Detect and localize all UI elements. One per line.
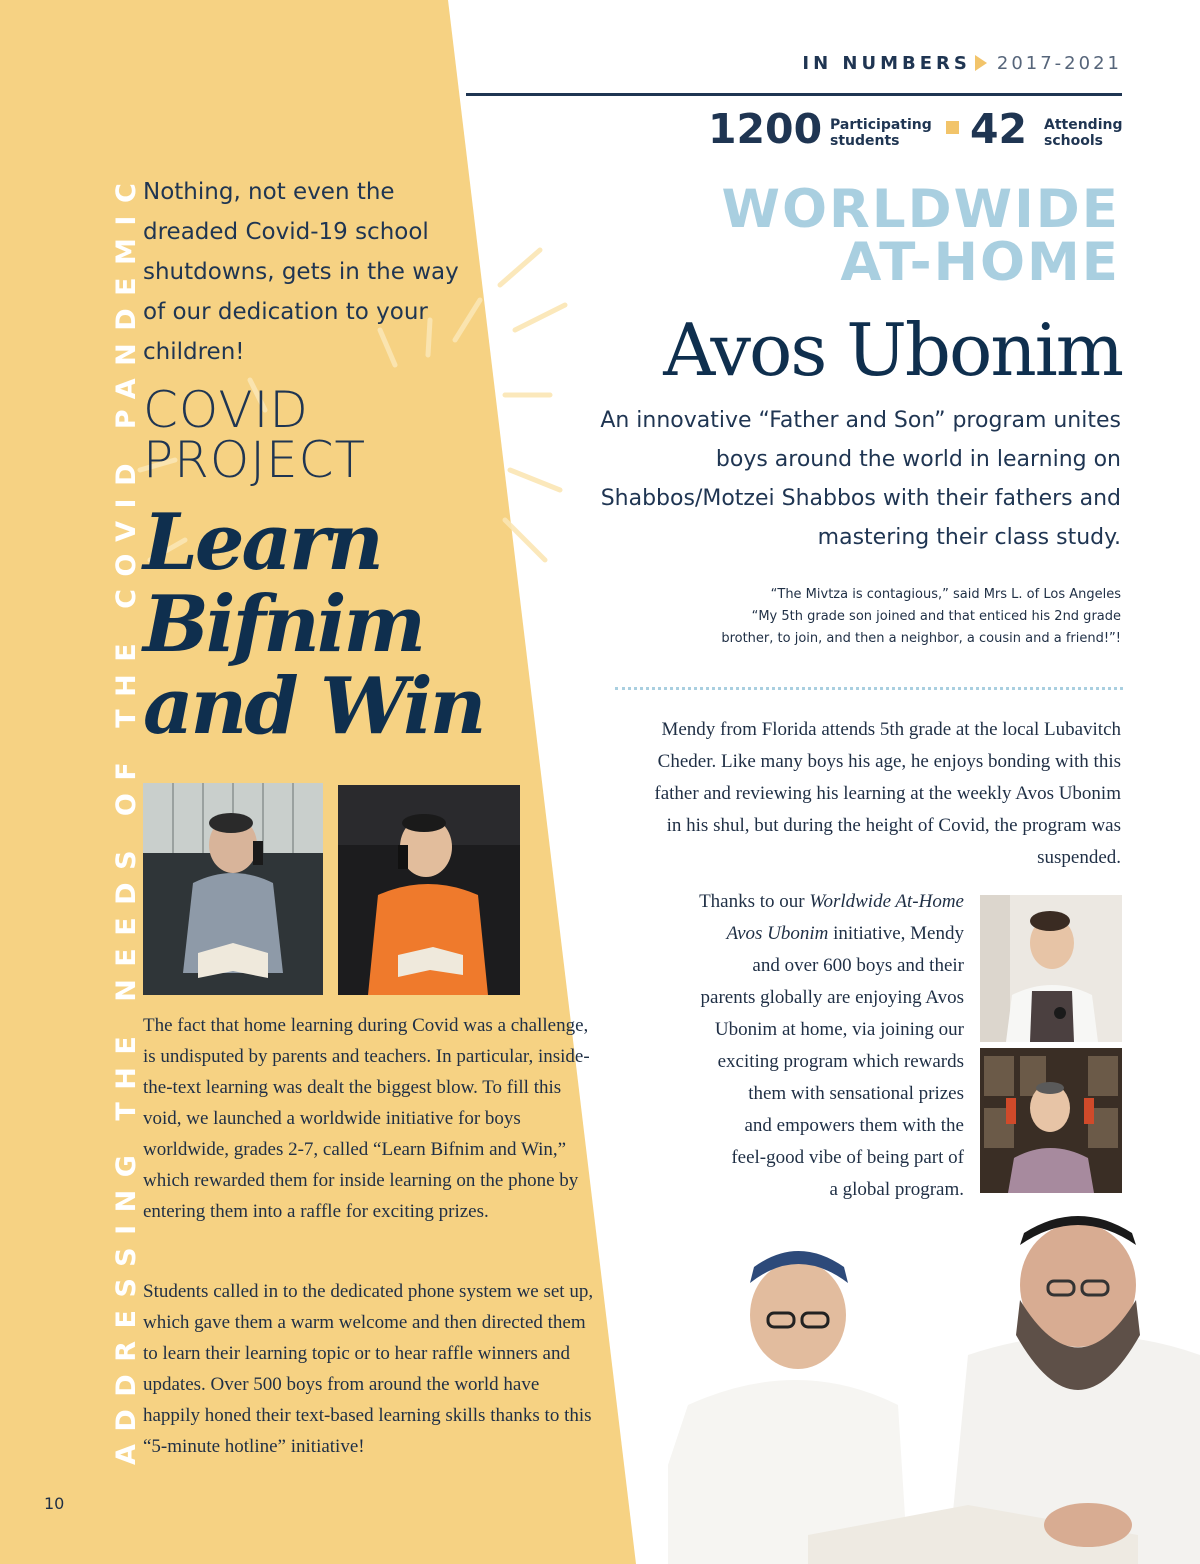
right-body-text-2 [630, 886, 964, 1206]
left-paragraph-1: The fact that home learning during Covid was a challenge, is undisputed by parents and teachers. In particular, inside-the-text learning was dealt the biggest blow. To fill this void, we launched a worldwide initiative for boys worldwide, grades 2-7, called “Learn Bifnim and Win,” which rewarded them for inside learning on the phone by entering them into a raffle for exciting prizes. [143, 1015, 590, 1222]
stat-students [708, 105, 944, 155]
text-line: parents globally are enjoying Avos [700, 987, 964, 1008]
stat-label-line: Attending [1044, 117, 1123, 133]
stat-label-line: Participating [830, 117, 932, 133]
kicker-line: PROJECT [143, 431, 367, 489]
covid-project-kicker [143, 381, 367, 489]
stat-label [830, 117, 932, 149]
right-paragraph-2 [630, 886, 964, 1206]
stat-number: 42 [970, 105, 1028, 153]
photo-boy-with-walkie-talkies [980, 1048, 1122, 1193]
right-body-text [640, 714, 1121, 874]
photo-father-and-son-learning [668, 1205, 1200, 1564]
learn-bifnim-title [143, 497, 484, 752]
right-paragraph-1: Mendy from Florida attends 5th grade at the local Lubavitch Cheder. Like many boys his age, he enjoys bonding with this father and reviewing his learning at the weekly Avos Ubonim in his shul, but during the height of Covid, the program was suspended. [654, 719, 1121, 868]
page-number: 10 [44, 1494, 65, 1513]
text-line: them with sensational prizes [748, 1083, 964, 1104]
vertical-section-title: ADDRESSING THE NEEDS OF THE COVID PANDEMIC [111, 170, 142, 1465]
testimonial-quote [600, 584, 1121, 650]
text-line: Avos Ubonim initiative, Mendy [726, 923, 964, 944]
worldwide-kicker [580, 179, 1120, 293]
intro-text: Nothing, not even the dreaded Covid-19 school shutdowns, gets in the way of our dedication to your children! [143, 179, 459, 365]
text-line: exciting program which rewards [717, 1051, 964, 1072]
header-years: 2017-2021 [996, 53, 1122, 74]
stat-schools [970, 105, 1122, 155]
text-line: Thanks to our Worldwide At-Home [699, 891, 964, 912]
left-body-text [143, 1010, 598, 1227]
dotted-divider [615, 687, 1123, 690]
header-label: IN NUMBERS [802, 53, 971, 74]
photo-mendy-portrait [980, 895, 1122, 1042]
text-line: and over 600 boys and their [752, 955, 964, 976]
title-line: and Win [143, 661, 484, 752]
text-line: Ubonim at home, via joining our [714, 1019, 964, 1040]
stat-label-line: schools [1044, 133, 1103, 149]
text-line: a global program. [829, 1179, 964, 1200]
quote-line: “The Mivtza is contagious,” said Mrs L. of Los Angeles [770, 587, 1121, 602]
stat-separator [946, 121, 959, 134]
quote-line: brother, to join, and then a neighbor, a cousin and a friend!”! [721, 631, 1121, 646]
program-description: An innovative “Father and Son” program unites boys around the world in learning on Shabbos/Motzei Shabbos with their fathers and mastering their class study. [600, 408, 1121, 550]
left-paragraph-2: Students called in to the dedicated phone system we set up, which gave them a warm welcome and then directed them to learn their learning topic or to hear raffle winners and updates. Over 500 boys from around the world have happily honed their text-based learning skills thanks to this “5-minute hotline” initiative! [143, 1281, 594, 1457]
text-line: and empowers them with the [744, 1115, 964, 1136]
photo-boy-orange-shirt-on-phone [338, 785, 520, 995]
stat-number: 1200 [708, 105, 823, 153]
kicker-line: AT-HOME [840, 232, 1120, 293]
triangle-icon [975, 55, 987, 71]
in-numbers-header [796, 53, 1122, 74]
header-rule [466, 93, 1122, 96]
text-line: feel-good vibe of being part of [731, 1147, 964, 1168]
kicker-line: WORLDWIDE [721, 179, 1120, 240]
stat-label-line: students [830, 133, 900, 149]
kicker-line: COVID [143, 381, 309, 439]
left-body-text-2 [143, 1276, 598, 1462]
avos-ubonim-title: Avos Ubonim [663, 308, 1122, 392]
title-line: Learn [143, 497, 381, 588]
quote-line: “My 5th grade son joined and that enticed his 2nd grade [751, 609, 1121, 624]
title-line: Bifnim [143, 579, 423, 670]
stat-label [1044, 117, 1123, 149]
photo-boy-reading-on-phone [143, 783, 323, 995]
